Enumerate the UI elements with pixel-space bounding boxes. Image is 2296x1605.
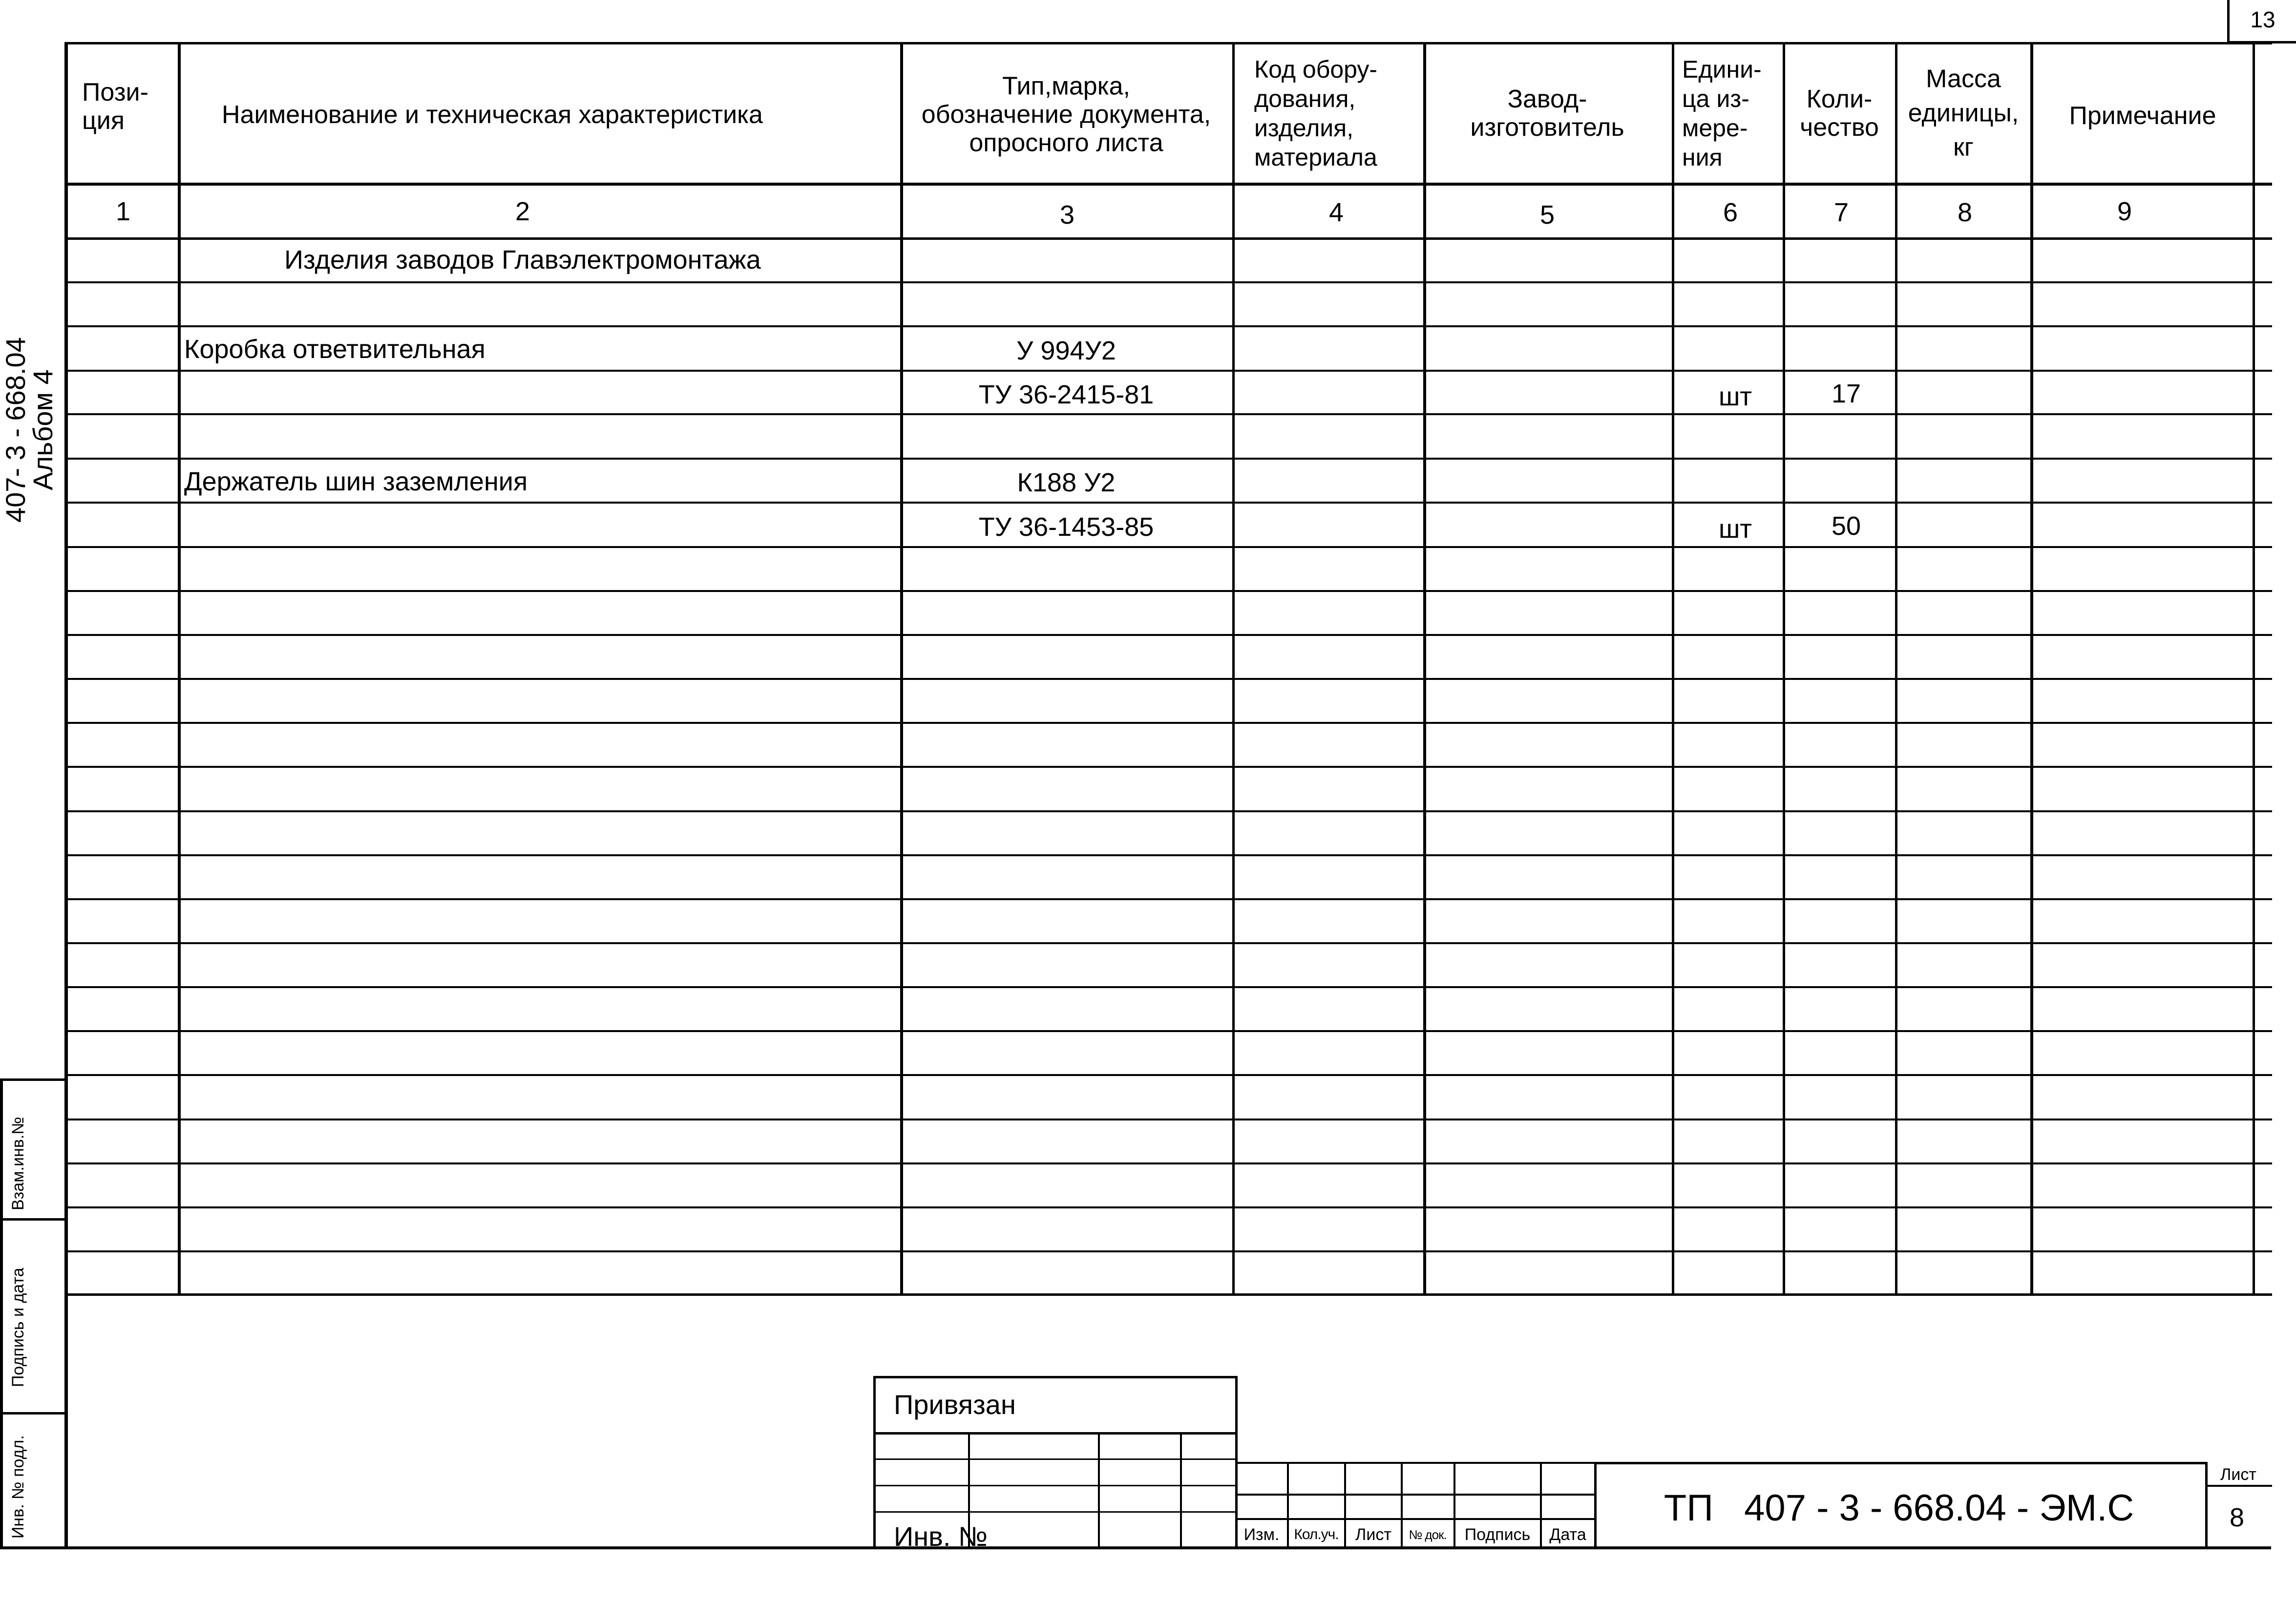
header-pozitsiya: Пози- ция <box>82 78 148 135</box>
privyazan-label: Привязан <box>894 1389 1016 1420</box>
column-number: 3 <box>1059 200 1075 230</box>
document-designation: ТП 407 - 3 - 668.04 - ЭМ.С <box>1664 1487 2134 1529</box>
side-stamp-inv-podl: Инв. № подл. <box>9 1435 27 1539</box>
header-primechanie: Примечание <box>2069 102 2216 130</box>
inv-no-label: Инв. № <box>894 1521 988 1552</box>
change-col-kol-uch: Кол.уч. <box>1294 1526 1339 1542</box>
item-type: У 994У2 <box>1016 336 1116 365</box>
item-type: К188 У2 <box>1017 468 1116 497</box>
item-unit: шт <box>1718 382 1752 411</box>
side-stamp-vzam-inv: Взам.инв.№ <box>9 1117 27 1210</box>
column-number: 2 <box>515 197 530 226</box>
change-col-podpis: Подпись <box>1464 1525 1531 1544</box>
item-doc: ТУ 36-2415-81 <box>978 380 1154 409</box>
sheet-number: 8 <box>2229 1503 2245 1532</box>
side-stamp-podpis-data: Подпись и дата <box>9 1267 27 1387</box>
column-number: 1 <box>115 197 131 226</box>
side-code-line1: 407- 3 - 668.04 <box>0 337 31 523</box>
header-naimenovanie: Наименование и техническая характеристика <box>222 101 763 129</box>
page-number: 13 <box>2250 7 2275 32</box>
item-name: Коробка ответвительная <box>184 335 485 364</box>
column-number: 5 <box>1539 200 1555 230</box>
header-zavod: Завод- изготовитель <box>1470 84 1624 142</box>
column-number: 7 <box>1833 198 1849 227</box>
column-number: 4 <box>1328 198 1344 227</box>
header-tip-marka: Тип,марка, обозначение документа, опросного листа <box>921 72 1211 158</box>
item-name: Держатель шин заземления <box>184 467 528 496</box>
section-title: Изделия заводов Главэлектромонтажа <box>284 245 761 275</box>
column-number: 6 <box>1723 198 1738 227</box>
sheet-label: Лист <box>2220 1465 2256 1484</box>
column-number: 9 <box>2117 197 2132 226</box>
change-col-n-dok: № док. <box>1409 1527 1447 1542</box>
side-code-line2: Альбом 4 <box>27 369 58 490</box>
item-unit: шт <box>1718 514 1752 544</box>
change-col-data: Дата <box>1549 1525 1586 1544</box>
header-kolichestvo: Коли- чество <box>1800 84 1879 142</box>
header-massa: Масса единицы, кг <box>1908 64 2019 162</box>
header-kod: Код обору- дования, изделия, материала <box>1254 56 1378 171</box>
column-number: 8 <box>1957 198 1973 227</box>
change-col-list: Лист <box>1355 1525 1391 1544</box>
side-code <box>2 337 57 523</box>
header-edinitsa: Едини- ца из- мере- ния <box>1682 56 1762 171</box>
item-qty: 50 <box>1831 511 1861 541</box>
item-doc: ТУ 36-1453-85 <box>978 512 1154 542</box>
item-qty: 17 <box>1831 379 1861 408</box>
change-col-izm: Изм. <box>1243 1525 1280 1544</box>
